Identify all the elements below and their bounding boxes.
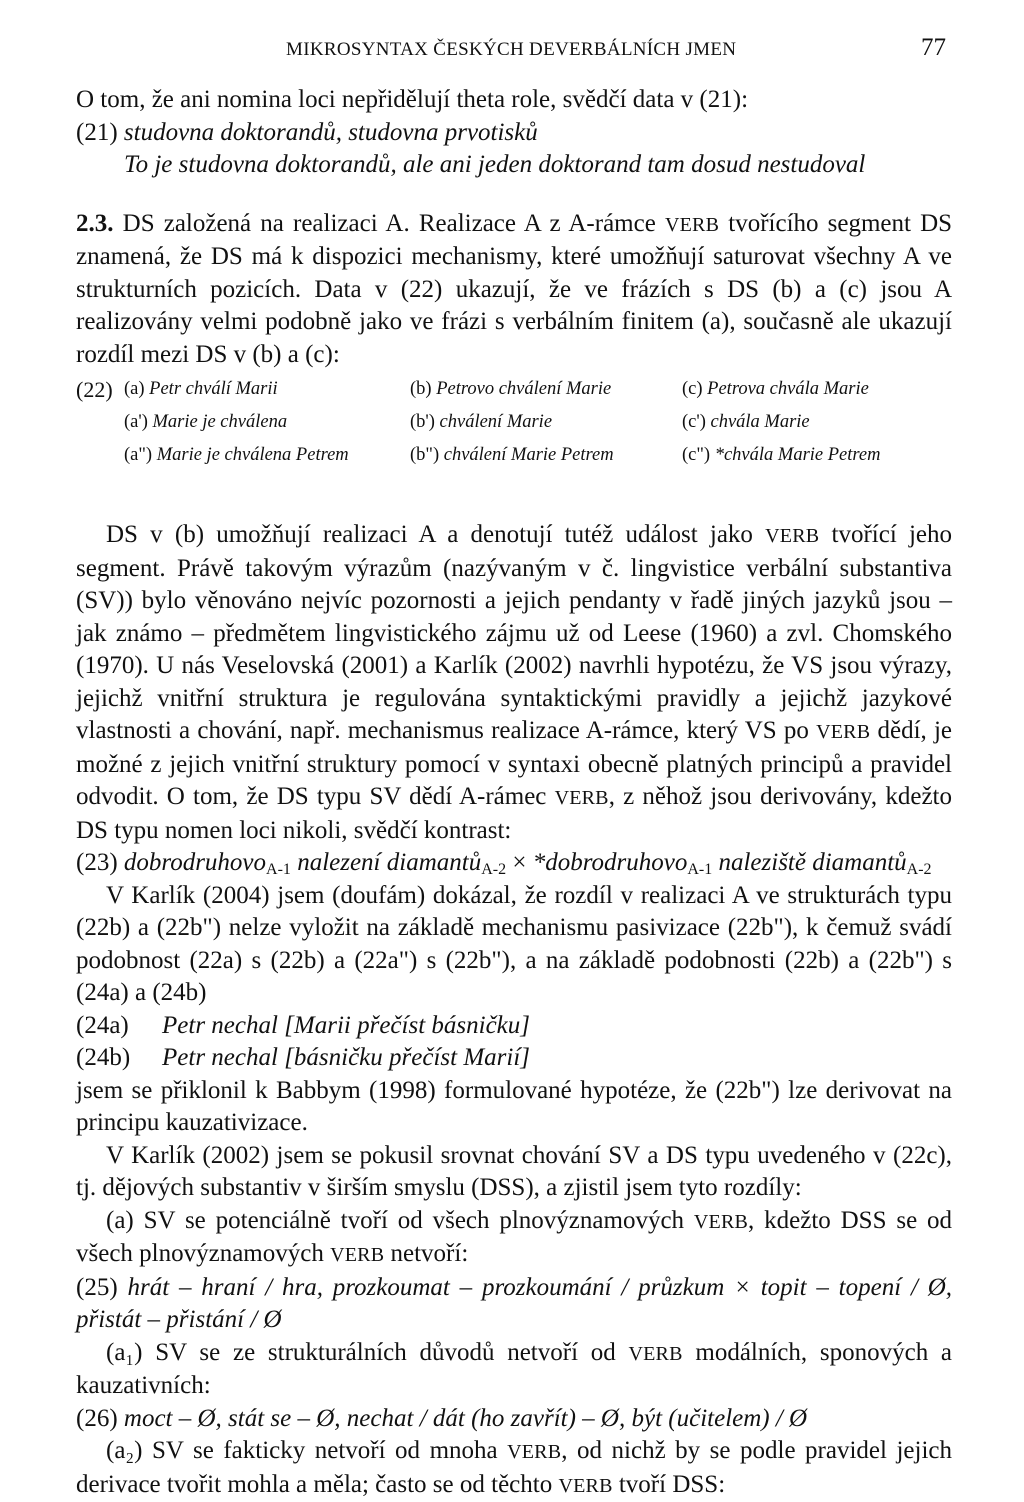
example-22-table (76, 373, 952, 475)
example-23: (23) dobrodruhovo$_{A-1}$ nalezení diamantů$_{A-2}$ × *dobrodruhovo$_{A-1}$ naleziště diamantů$_{A-2}$ (76, 849, 932, 878)
paragraph-intro: O tom, že ani nomina loci nepřidělují theta role, svědčí data v (21): (76, 86, 749, 113)
running-title: MIKROSYNTAX ČESKÝCH DEVERBÁLNÍCH JMEN (286, 39, 737, 60)
table-cell: (b) Petrovo chválení Marie (410, 379, 612, 399)
table-cell: (c") *chvála Marie Petrem (682, 445, 881, 465)
example-24a: (24a) Petr nechal [Marii přečíst básničku] (76, 1011, 530, 1039)
paragraph-sv: DS v (b) umožňují realizaci A a denotují tutéž událost jako VERB tvořící jeho segment. Právě takovým výrazům (nazývaným v č. lingvistice verbální substantiva (SV)) bylo věnováno nejvíc pozornosti a jejich pendanty v řadě jiných jazyků jsou – jak známo – předmětem lingvistického zájmu už od Leese (1960) a zvl. Chomského (1970). U nás Veselovská (2001) a Karlík (2002) navrhli hypotézu, že VS jsou výrazy, jejichž vnitřní struktura je regulována syntaktickými pravidly a jejichž jazykové vlastnosti a chování, např. mechanismus realizace A-rámce, který VS po VERB dědí, je možné z jejich vnitřní struktury pomocí v syntaxi obecně platných principů a pravidel odvodit. O tom, že DS typu SV dědí A-rámec VERB, z něhož jsou derivovány, kdežto DS typu nomen loci nikoli, svědčí kontrast: (76, 521, 953, 844)
paragraph-babby: jsem se přiklonil k Babbym (1998) formulované hypotéze, že (22b") lze derivovat na principu kauzativizace. (76, 1076, 952, 1136)
paragraph-karlik-2004: V Karlík (2004) jsem (doufám) dokázal, že rozdíl v realizaci A ve strukturách typu (22b) a (22b") nelze vyložit na základě mechanismu pasivizace (22b"), k čemuž svádí podobnost (22a) s (22b) a (22a") s (22b"), a na základě podobnosti (22b) a (22b") s (24a) a (24b) (76, 881, 952, 1006)
example-number: (21) (76, 118, 118, 146)
example-24b: (24b) Petr nechal [básničku přečíst Marií] (76, 1044, 530, 1071)
point-a2: (a₂) SV se fakticky netvoří od mnoha VERB, od nichž by se podle pravidel jejich derivace tvořit mohla a měla; často se od těchto VERB tvoří DSS: (76, 1437, 952, 1498)
page-header (0, 32, 1024, 68)
example-25: (25) hrát – hraní / hra, prozkoumat – prozkoumání / průzkum × topit – topení / Ø, přistát – přistání / Ø (76, 1273, 953, 1333)
example-21 (76, 117, 952, 182)
table-cell: (c') chvála Marie (682, 412, 810, 432)
point-a: (a) SV se potenciálně tvoří od všech plnovýznamových VERB, kdežto DSS se od všech plnovýznamových VERB netvoří: (76, 1206, 953, 1267)
table-cell: (a) Petr chválí Marii (124, 379, 278, 399)
example-26: (26) moct – Ø, stát se – Ø, nechat / dát (ho zavřít) – Ø, být (učitelem) / Ø (76, 1404, 808, 1432)
table-cell: (a') Marie je chválena (124, 412, 288, 432)
paragraph-karlik-2002: V Karlík (2002) jsem se pokusil srovnat chování SV a DS typu uvedeného v (22c), tj. dějových substantiv v širším smyslu (DSS), a zjistil jsem tyto rozdíly: (76, 1141, 952, 1201)
table-cell: (b") chválení Marie Petrem (410, 445, 614, 465)
section-2-3-paragraph: 2.3. DS založená na realizaci A. Realizace A z A-rámce VERB tvořícího segment DS znamená, že DS má k dispozici mechanismy, které umožňují saturovat všechny A ve strukturních pozicích. Data v (22) ukazují, že ve frázích s DS (b) a (c) jsou A realizovány velmi podobně jako ve frázi s verbálním finitem (a), současně ale ukazují rozdíl mezi DS v (b) a (c): (76, 209, 953, 368)
page-body (76, 84, 952, 1502)
table-cell: (c) Petrova chvála Marie (682, 379, 869, 399)
page-number: 77 (921, 34, 946, 61)
table-cell: (b') chválení Marie (410, 412, 553, 432)
example-24 (76, 1010, 952, 1075)
example-number: (22) (76, 377, 113, 402)
example-text: studovna doktorandů, studovna prvotisků (123, 118, 538, 146)
point-a1: (a₁) SV se ze strukturálních důvodů netvoří od VERB modálních, sponových a kauzativních: (76, 1338, 953, 1399)
table-cell: (a") Marie je chválena Petrem (124, 445, 349, 465)
example-text: To je studovna doktorandů, ale ani jeden doktorand tam dosud nestudoval (124, 151, 866, 178)
section-number: 2.3. (76, 209, 114, 237)
